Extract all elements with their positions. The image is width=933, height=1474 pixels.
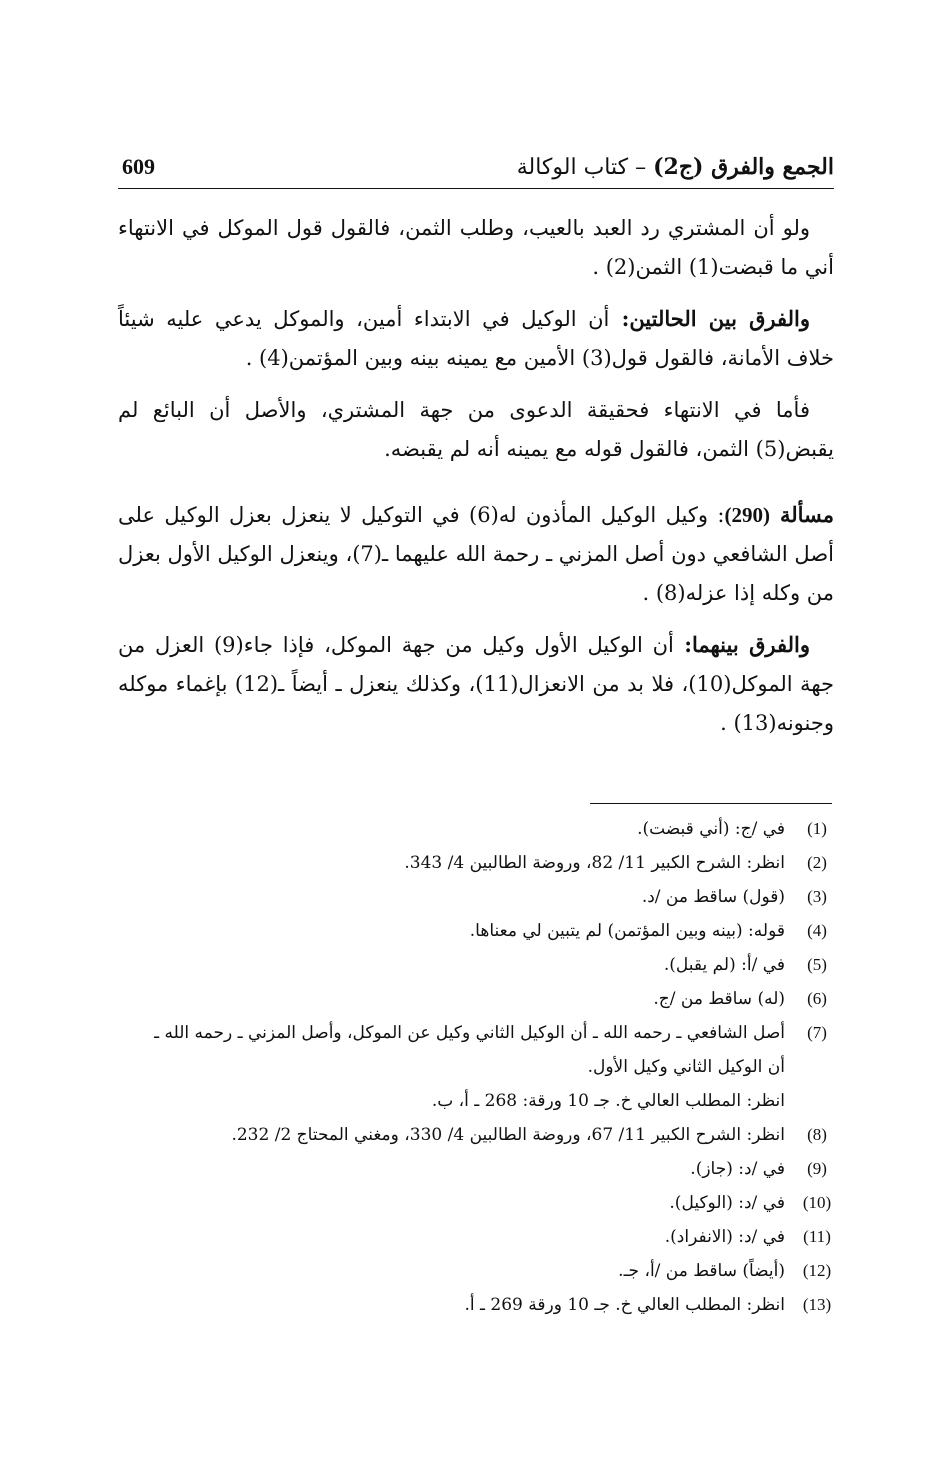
difference-text: أن الوكيل الأول وكيل من جهة الموكل، فإذا جاء(9) العزل من جهة الموكل(10)، فلا بد من الانعزال(11)، وكذلك ينعزل ـ أيضاً ـ(12) بإغماء موكله وجنونه(13) . (118, 633, 834, 735)
footnote-text: في /د: (جاز). (690, 1159, 785, 1179)
footnote (115, 1288, 837, 1322)
footnote (115, 1016, 837, 1118)
footnote-text: انظر: المطلب العالي خ. جـ 10 ورقة: 268 ـ أ، ب. (431, 1091, 785, 1111)
footnote-number: (9) (807, 1159, 827, 1178)
paragraph-lead: والفرق بين الحالتين: (609, 306, 810, 331)
footnote (115, 846, 837, 880)
footnote-text: انظر: المطلب العالي خ. جـ 10 ورقة 269 ـ أ. (464, 1295, 785, 1315)
paragraph (118, 208, 834, 287)
difference-paragraph (118, 625, 834, 743)
footnote-text: أن الوكيل الثاني وكيل الأول. (587, 1057, 785, 1077)
book-title: الجمع والفرق (ج2) (653, 154, 834, 180)
chapter-title: – كتاب الوكالة (516, 155, 654, 180)
footnote (115, 982, 837, 1016)
footnote-text: أصل الشافعي ـ رحمه الله ـ أن الوكيل الثاني وكيل عن الموكل، وأصل المزني ـ رحمه الله ـ (154, 1023, 785, 1043)
footnote-number: (4) (807, 921, 827, 940)
footnote-number: (6) (807, 989, 827, 1008)
paragraph (118, 299, 834, 378)
footnote-number: (5) (807, 955, 827, 974)
issue-paragraph (118, 495, 834, 613)
paragraph-text: أن الوكيل في الابتداء أمين، والموكل يدعي عليه شيئاً خلاف الأمانة، فالقول قول(3) الأمين مع يمينه بينه وبين المؤتمن(4) . (118, 307, 834, 370)
main-text (118, 208, 834, 755)
footnote-text: قوله: (بينه وبين المؤتمن) لم يتبين لي معناها. (469, 921, 785, 941)
footnote (115, 812, 837, 846)
footnote-text: في /د: (الوكيل). (669, 1193, 785, 1213)
issue-text: : وكيل الوكيل المأذون له(6) في التوكيل لا ينعزل بعزل الوكيل على أصل الشافعي دون أصل المزني ـ رحمة الله عليهما ـ(7)، وينعزل الوكيل الأول بعزل من وكله إذا عزله(8) . (118, 503, 834, 605)
header-title (517, 154, 834, 180)
footnote (115, 948, 837, 982)
page-number: 609 (122, 154, 155, 179)
footnote-number: (10) (802, 1193, 832, 1212)
footnote (115, 1254, 837, 1288)
footnotes (115, 812, 837, 1322)
footnote-number: (1) (807, 819, 827, 838)
footnote-text: (قول) ساقط من /د. (641, 887, 785, 907)
footnote-number: (11) (803, 1227, 831, 1246)
footnote-text: في /ج: (أني قبضت). (637, 819, 785, 839)
footnote (115, 1118, 837, 1152)
footnote-text: انظر: الشرح الكبير 11/ 82، وروضة الطالبين 4/ 343. (404, 853, 785, 873)
footnote (115, 1152, 837, 1186)
footnote-number: (8) (807, 1125, 827, 1144)
footnote (115, 1220, 837, 1254)
footnote-number: (7) (807, 1023, 827, 1042)
footnote-text: (له) ساقط من /ج. (653, 989, 785, 1009)
footnote-number: (13) (802, 1295, 832, 1314)
footnote-number: (3) (807, 887, 827, 906)
paragraph (118, 390, 834, 469)
footnote-number: (2) (807, 853, 827, 872)
footnote (115, 1186, 837, 1220)
footnote-text: (أيضاً) ساقط من /أ، جـ. (618, 1261, 785, 1281)
footnote-text: في /أ: (لم يقبل). (663, 955, 785, 975)
issue-number: (290) (724, 503, 770, 527)
issue-label: مسألة (769, 502, 834, 527)
footnote-separator (590, 803, 832, 804)
footnote-text: انظر: الشرح الكبير 11/ 67، وروضة الطالبين 4/ 330، ومغني المحتاج 2/ 232. (231, 1125, 785, 1145)
footnote (115, 914, 837, 948)
footnote-number: (12) (802, 1261, 832, 1280)
paragraph-text: فأما في الانتهاء فحقيقة الدعوى من جهة المشتري، والأصل أن البائع لم يقبض(5) الثمن، فالقول قوله مع يمينه أنه لم يقبضه. (118, 398, 834, 461)
footnote-text: في /د: (الانفراد). (664, 1227, 785, 1247)
running-header (118, 148, 834, 189)
paragraph-text: ولو أن المشتري رد العبد بالعيب، وطلب الثمن، فالقول قول الموكل في الانتهاء أني ما قبضت(1) الثمن(2) . (118, 216, 834, 279)
footnote (115, 880, 837, 914)
difference-lead: والفرق بينهما: (673, 632, 810, 657)
